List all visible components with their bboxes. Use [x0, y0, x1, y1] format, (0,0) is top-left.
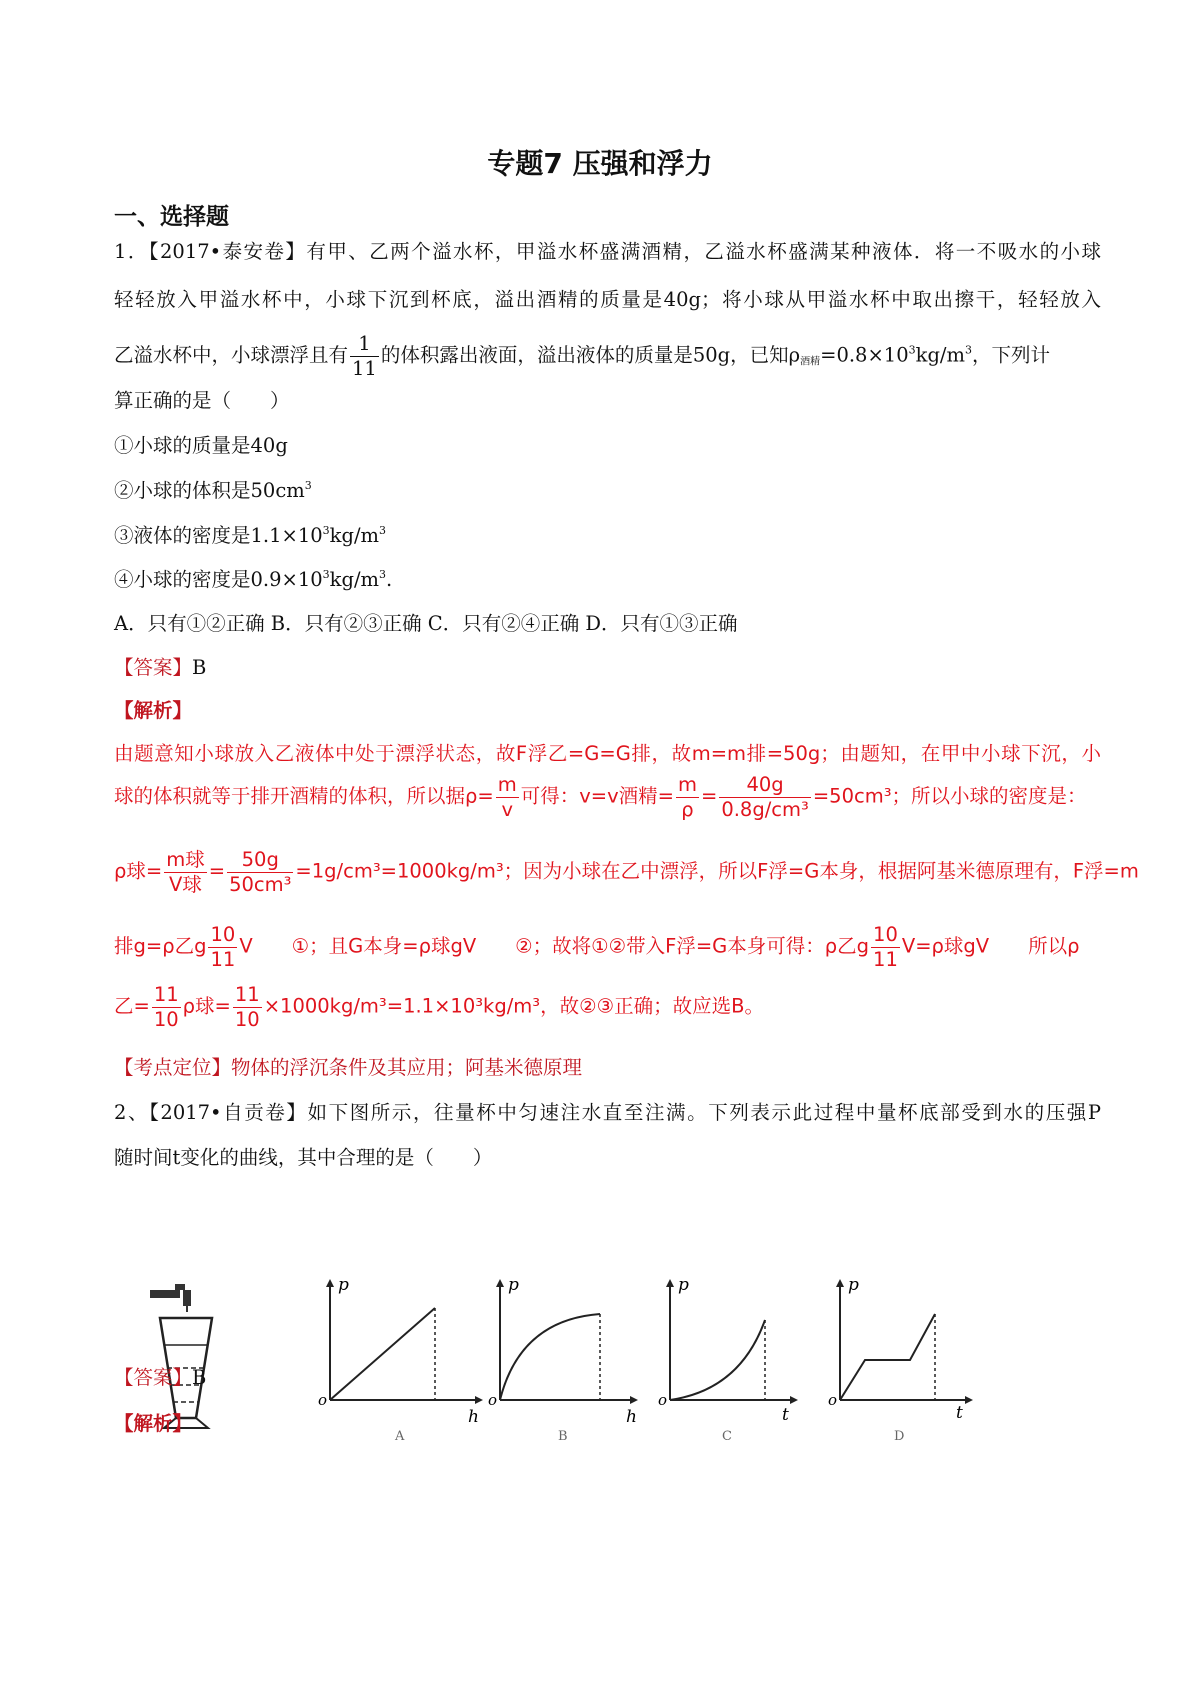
graph-d — [828, 1275, 973, 1444]
graph-a — [318, 1275, 483, 1444]
q1-analysis-line-4: 排g=ρ乙g $\frac{10}{11}$ V ①；且G本身=ρ球gV ②；故将①②带入F浮=G本身可得：ρ乙g $\frac{10}{11}$ V=ρ球gV 所以ρ — [114, 923, 1080, 971]
q1-statement-1: ①小球的质量是40g — [114, 434, 288, 457]
q1-statement-2: ②小球的体积是$50cm^3$ — [114, 479, 312, 502]
q1-answer: 【答案】B — [114, 656, 207, 679]
q2-line-2: 随时间t变化的曲线，其中合理的是（ ） — [114, 1146, 493, 1169]
graph-a-x-label: h — [468, 1407, 479, 1427]
section-heading: 一、选择题 — [114, 204, 229, 230]
graph-b-y-label: p — [508, 1275, 519, 1295]
fraction-1-11: $\frac{1}{11}$ — [352, 332, 377, 380]
q1-key-point: 【考点定位】物体的浮沉条件及其应用；阿基米德原理 — [114, 1056, 583, 1079]
q1-analysis-line-2: 球的体积就等于排开酒精的体积，所以据ρ= $\frac{m}{v}$ 可得：v=v酒精= $\frac{m}{\rho}$ = $\frac{40g}{\text{0.8g/cm³}}$ =50cm³；所以小球的密度是： — [114, 773, 1087, 821]
graph-b — [488, 1275, 638, 1444]
graph-b-origin: o — [488, 1391, 498, 1409]
q1-analysis-line-1: 由题意知小球放入乙液体中处于漂浮状态，故F浮乙=G=G排，故m=m排=50g；由题知，在甲中小球下沉，小 — [114, 742, 1101, 765]
q1-statement-4: ④小球的密度是$0.9\times 10^3kg/m^3$. — [114, 568, 393, 591]
graph-c-origin: o — [658, 1391, 668, 1409]
graph-d-y-label: p — [848, 1275, 859, 1295]
graph-a-caption: A — [395, 1429, 405, 1444]
q2-line-1: 2、【2017•自贡卷】如下图所示，往量杯中匀速注水直至注满。下列表示此过程中量杯底部受到水的压强P — [114, 1101, 1101, 1124]
q2-analysis-label: 【解析】 — [114, 1412, 193, 1435]
graph-a-y-label: p — [338, 1275, 349, 1295]
q1-statement-3: ③液体的密度是$1.1\times 10^3kg/m^3$ — [114, 524, 387, 547]
graph-d-origin: o — [828, 1391, 838, 1409]
graph-d-x-label: t — [956, 1403, 963, 1423]
graph-b-x-label: h — [626, 1407, 637, 1427]
q1-analysis-line-5: 乙= $\frac{11}{10}$ ρ球= $\frac{11}{10}$ ×1000kg/m³=1.1×10³kg/m³，故②③正确；故应选B。 — [114, 983, 764, 1031]
q1-line-4: 算正确的是（ ） — [114, 389, 290, 412]
faucet-icon — [150, 1284, 191, 1312]
graph-b-caption: B — [558, 1429, 568, 1444]
graph-c — [658, 1275, 798, 1444]
graph-c-x-label: t — [782, 1405, 789, 1425]
q1-analysis-label: 【解析】 — [114, 699, 193, 722]
page-title: 专题7 压强和浮力 — [487, 147, 713, 180]
q1-line-3-text: 乙溢水杯中，小球漂浮且有 — [114, 343, 349, 367]
graph-d-caption: D — [894, 1429, 905, 1444]
q1-line-1: 1．【2017•泰安卷】有甲、乙两个溢水杯，甲溢水杯盛满酒精，乙溢水杯盛满某种液体．将一不吸水的小球 — [114, 240, 1101, 263]
graph-c-caption: C — [722, 1429, 732, 1444]
q1-analysis-line-3: ρ球= $\frac{\text{m球}}{\text{V球}}$ = $\frac{50g}{\text{50cm³}}$ =1g/cm³=1000kg/m³；因为小球在乙中漂浮，所以F浮=G本身，根据阿基米德原理有，F浮=m — [114, 848, 1139, 896]
graph-a-origin: o — [318, 1391, 328, 1409]
graph-c-y-label: p — [678, 1275, 689, 1295]
q1-options: A．只有①②正确 B．只有②③正确 C．只有②④正确 D．只有①③正确 — [114, 612, 738, 635]
q1-line-2: 轻轻放入甲溢水杯中，小球下沉到杯底，溢出酒精的质量是40g；将小球从甲溢水杯中取出擦干，轻轻放入 — [114, 288, 1101, 311]
q2-answer: 【答案】B — [114, 1366, 207, 1389]
q1-line-3: 乙溢水杯中，小球漂浮且有 $\frac{1}{11}$ 的体积露出液面，溢出液体的质量是50g，已知$\rho_{酒精}=0.8\times 10^3kg/m^3$，下列计 — [114, 332, 1050, 380]
q2-figure — [150, 1275, 1050, 1450]
